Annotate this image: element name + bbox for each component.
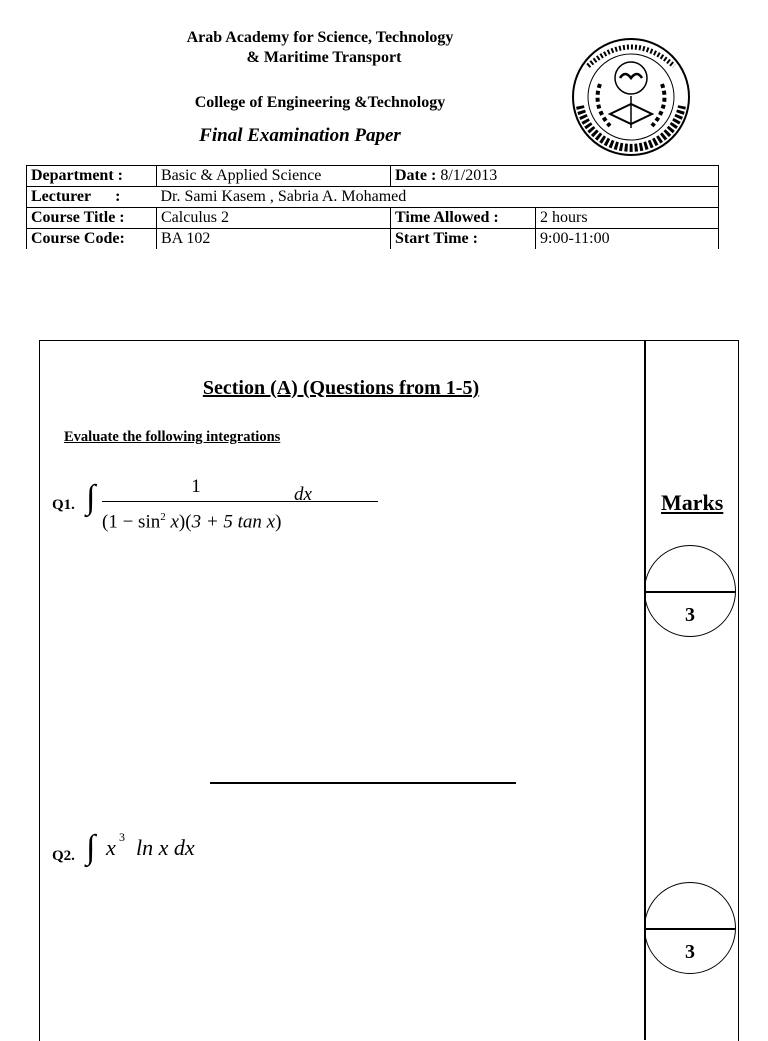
- institution-name-line1: Arab Academy for Science, Technology: [186, 29, 454, 46]
- q1-den-var: x: [165, 511, 179, 533]
- date-value: 8/1/2013: [440, 167, 498, 184]
- course-title-label: Course Title :: [27, 208, 157, 229]
- q1-fraction-bar: [102, 501, 378, 502]
- q1-den-term1: 1 − sin: [108, 511, 161, 533]
- q1-denominator: $(1 - \sin^2 x)(3 + 5$ tan x): [102, 511, 282, 533]
- institution-name-line2: & Maritime Transport: [246, 49, 402, 66]
- start-time-label: Start Time :: [391, 229, 536, 250]
- question-2-expression: [86, 828, 286, 872]
- time-allowed-label: Time Allowed :: [391, 208, 536, 229]
- marks-circle-divider: [645, 928, 735, 930]
- section-title: Section (A) (Questions from 1-5): [202, 377, 480, 399]
- q1-dx: dx: [294, 484, 312, 505]
- department-label: Department :: [27, 166, 157, 187]
- q1-den-term2: 3 + 5 tan x: [191, 511, 276, 533]
- lecturer-label: Lecturer: [31, 188, 92, 205]
- question-1-marks-circle: [644, 545, 736, 637]
- lecturer-colon: :: [115, 188, 121, 205]
- start-time-value: 9:00-11:00: [536, 229, 719, 250]
- question-1-expression: [86, 476, 326, 536]
- course-code-label: Course Code:: [27, 229, 157, 250]
- date-label: Date :: [395, 167, 437, 184]
- department-value: Basic & Applied Science: [157, 166, 391, 187]
- paper-type: Final Examination Paper: [199, 125, 401, 146]
- question-separator: [210, 782, 516, 784]
- q2-rest: ln x dx: [136, 835, 195, 860]
- course-title-value: Calculus 2: [157, 208, 391, 229]
- college-name: College of Engineering &Technology: [194, 94, 446, 111]
- course-code-value: BA 102: [157, 229, 391, 250]
- q1-den-exponent: 2: [160, 511, 166, 523]
- question-1-marks: 3: [685, 604, 695, 626]
- q2-exponent: 3: [119, 830, 125, 844]
- lecturer-label-cell: [27, 187, 157, 208]
- time-allowed-value: 2 hours: [536, 208, 719, 229]
- integral-sign-1: ∫: [86, 479, 96, 516]
- date-cell: [391, 166, 719, 187]
- academy-seal-logo: [570, 36, 692, 158]
- question-1-label: Q1.: [52, 497, 75, 513]
- lecturer-value: Dr. Sami Kasem , Sabria A. Mohamed: [157, 187, 719, 208]
- question-2-marks: 3: [685, 941, 695, 963]
- marks-circle-divider: [645, 591, 735, 593]
- exam-info-table: [26, 165, 719, 249]
- section-instruction: Evaluate the following integrations: [64, 429, 281, 445]
- marks-header: Marks: [661, 490, 724, 515]
- integral-sign-2: ∫: [86, 829, 96, 866]
- q1-numerator: 1: [191, 476, 201, 497]
- question-2-label: Q2.: [52, 848, 75, 864]
- q2-base: x: [106, 835, 116, 860]
- question-2-marks-circle: [644, 882, 736, 974]
